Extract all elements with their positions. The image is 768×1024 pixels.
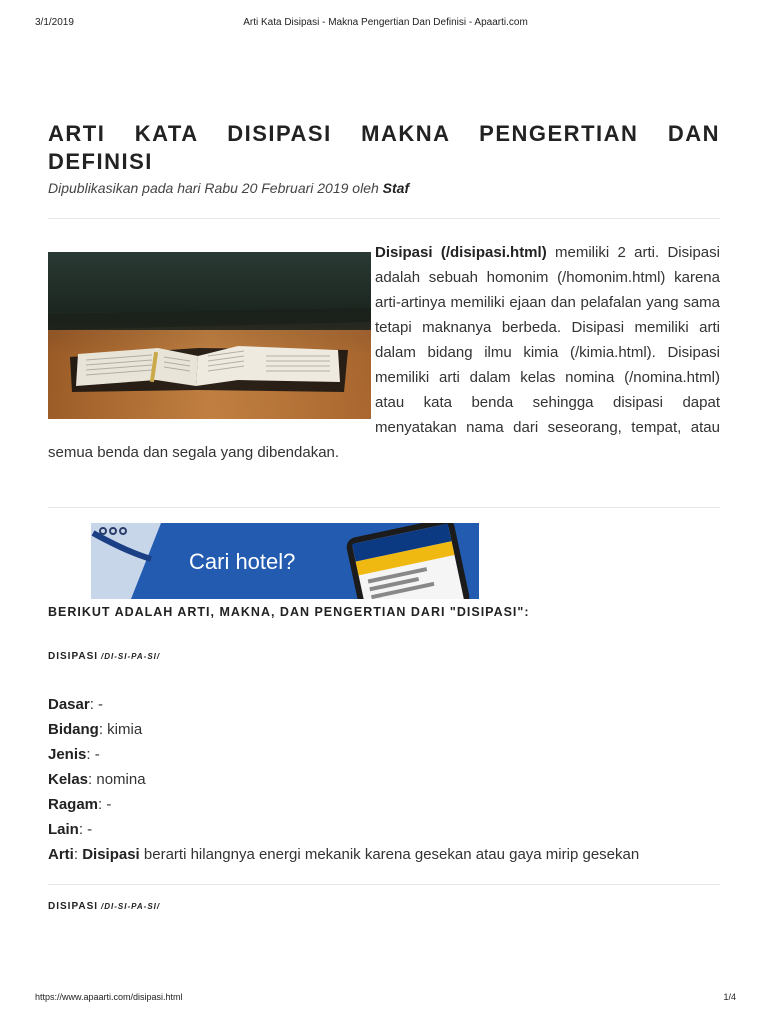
print-header bbox=[35, 17, 736, 31]
field-value: : - bbox=[78, 821, 93, 838]
article-title: ARTI KATA DISIPASI MAKNA PENGERTIAN DAN DEFINISI bbox=[48, 121, 720, 174]
entry-pronunciation: /DI-SI-PA-SI/ bbox=[101, 902, 161, 911]
open-book-photo bbox=[48, 252, 371, 419]
field-label: Dasar bbox=[48, 696, 90, 713]
section-heading: BERIKUT ADALAH ARTI, MAKNA, DAN PENGERTIAN DARI "DISIPASI": bbox=[48, 605, 530, 619]
field-value: berarti hilangnya energi mekanik karena gesekan atau gaya mirip gesekan bbox=[139, 846, 640, 863]
divider bbox=[48, 218, 720, 219]
print-page-number: 1/4 bbox=[723, 992, 736, 1002]
field-kelas bbox=[48, 767, 728, 792]
field-value: : - bbox=[98, 796, 112, 813]
intro-link-disipasi[interactable]: Disipasi (/disipasi.html) bbox=[375, 244, 547, 261]
field-lain bbox=[48, 817, 728, 842]
field-value: : - bbox=[89, 696, 104, 713]
entry-fields bbox=[48, 692, 728, 867]
article-photo bbox=[48, 252, 371, 419]
field-ragam bbox=[48, 792, 728, 817]
field-value: : kimia bbox=[98, 721, 143, 738]
field-label: Kelas bbox=[48, 771, 89, 788]
print-doc-title: Arti Kata Disipasi - Makna Pengertian Dan Definisi - Apaarti.com bbox=[243, 17, 528, 28]
entry-heading bbox=[48, 901, 160, 912]
hotel-ad-banner[interactable] bbox=[91, 523, 479, 599]
print-date: 3/1/2019 bbox=[35, 17, 74, 28]
entry-pronunciation: /DI-SI-PA-SI/ bbox=[101, 652, 161, 661]
article-meta bbox=[48, 180, 409, 196]
entry-word: DISIPASI bbox=[48, 651, 99, 662]
ad-headline[interactable]: Cari hotel? bbox=[189, 549, 296, 574]
field-value: : nomina bbox=[88, 771, 146, 788]
field-arti bbox=[48, 842, 728, 867]
intro-text: memiliki 2 arti. Disipasi adalah sebuah homonim (/homonim.html) karena arti-artinya memiliki ejaan dan pelafalan yang sama tetapi maknanya berbeda. Disipasi memiliki arti dalam bidang ilmu kimia (/kimia.html). Disipasi memiliki arti dalam kelas nomina (/nomina.html) atau kata benda sehingga disipasi dapat menyatakan nama dari seseorang, tempat, atau semua benda dan segala yang dibendakan. bbox=[48, 244, 720, 461]
print-url: https://www.apaarti.com/disipasi.html bbox=[35, 992, 183, 1002]
field-dasar bbox=[48, 692, 728, 717]
field-label: Jenis bbox=[48, 746, 87, 763]
field-label: Ragam bbox=[48, 796, 99, 813]
field-bidang bbox=[48, 717, 728, 742]
meta-published: Dipublikasikan pada hari Rabu 20 Februari 2019 oleh bbox=[48, 180, 383, 196]
field-value: : - bbox=[86, 746, 100, 763]
entry-heading bbox=[48, 651, 160, 662]
divider bbox=[48, 507, 720, 508]
divider bbox=[48, 884, 720, 885]
arti-word: Disipasi bbox=[82, 846, 140, 863]
field-jenis bbox=[48, 742, 728, 767]
entry-word: DISIPASI bbox=[48, 901, 99, 912]
field-separator: : bbox=[73, 846, 83, 863]
meta-author[interactable]: Staf bbox=[382, 180, 410, 196]
field-label: Bidang bbox=[48, 721, 99, 738]
print-footer bbox=[35, 992, 736, 1006]
field-label: Arti bbox=[48, 846, 74, 863]
field-label: Lain bbox=[48, 821, 79, 838]
